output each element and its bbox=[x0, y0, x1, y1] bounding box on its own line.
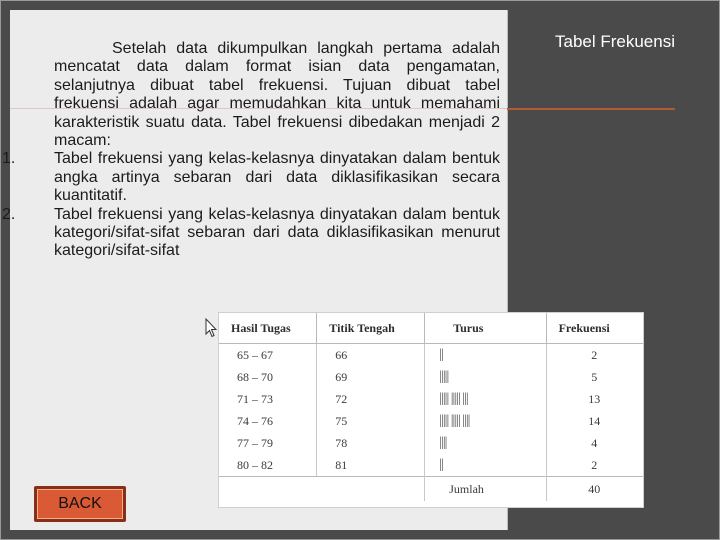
cell-turus: || bbox=[425, 344, 546, 367]
title-accent-line bbox=[507, 108, 675, 110]
empty-cell bbox=[317, 477, 425, 502]
table-row bbox=[219, 454, 643, 477]
table-row bbox=[219, 432, 643, 454]
cell-frekuensi: 2 bbox=[591, 347, 598, 362]
back-button[interactable]: BACK bbox=[34, 486, 126, 522]
list-item bbox=[0, 206, 500, 261]
slide-title: Tabel Frekuensi bbox=[554, 32, 675, 51]
table-row bbox=[219, 366, 643, 388]
cell-titik: 69 bbox=[317, 366, 425, 388]
cell-titik: 75 bbox=[317, 410, 425, 432]
cell-frekuensi: 5 bbox=[591, 369, 598, 384]
cell-hasil: 68 – 70 bbox=[219, 366, 317, 388]
list-number: 2. bbox=[2, 205, 16, 223]
cell-turus: ||||| ||||| ||| bbox=[425, 388, 546, 410]
cell-turus: ||||| ||||| |||| bbox=[425, 410, 546, 432]
table-total-row bbox=[219, 477, 643, 502]
cell-frekuensi: 2 bbox=[591, 457, 598, 472]
cell-frekuensi: 14 bbox=[588, 413, 601, 428]
body-text bbox=[0, 40, 500, 261]
header-frekuensi: Frekuensi bbox=[546, 313, 643, 344]
cell-turus: || bbox=[425, 454, 546, 477]
cell-frekuensi: 13 bbox=[588, 391, 601, 406]
cell-hasil: 80 – 82 bbox=[219, 454, 317, 477]
frequency-table-image bbox=[218, 312, 644, 508]
table-row bbox=[219, 344, 643, 367]
header-turus: Turus bbox=[425, 313, 546, 344]
list-item-text: Tabel frekuensi yang kelas-kelasnya dinyatakan dalam bentuk angka artinya sebaran dari data diklasifikasikan secara kuantitatif. bbox=[54, 150, 500, 205]
frequency-table bbox=[219, 313, 643, 501]
total-value: 40 bbox=[546, 477, 643, 502]
table-row bbox=[219, 410, 643, 432]
types-list bbox=[0, 150, 500, 260]
mouse-pointer-icon bbox=[205, 318, 217, 338]
cell-titik: 72 bbox=[317, 388, 425, 410]
cell-hasil: 77 – 79 bbox=[219, 432, 317, 454]
cell-frekuensi: 4 bbox=[591, 435, 598, 450]
table-header-row bbox=[219, 313, 643, 344]
list-item-text: Tabel frekuensi yang kelas-kelasnya dinyatakan dalam bentuk kategori/sifat-sifat sebaran dari data diklasifikasikan menurut kategori/sifat-sifat bbox=[54, 205, 500, 260]
intro-paragraph: Setelah data dikumpulkan langkah pertama adalah mencatat data dalam format isian data pengamatan, selanjutnya dibuat tabel frekuensi. Tujuan dibuat tabel frekuensi adalah agar memudahkan kita untuk memahami karakteristik suatu data. Tabel frekuensi dibedakan menjadi 2 macam: bbox=[54, 40, 500, 150]
header-titik-tengah: Titik Tengah bbox=[317, 313, 425, 344]
total-label: Jumlah bbox=[425, 477, 546, 502]
cell-titik: 66 bbox=[317, 344, 425, 367]
cell-titik: 81 bbox=[317, 454, 425, 477]
empty-cell bbox=[219, 477, 317, 502]
cell-hasil: 71 – 73 bbox=[219, 388, 317, 410]
cell-turus: |||| bbox=[425, 432, 546, 454]
cell-turus: ||||| bbox=[425, 366, 546, 388]
table-row bbox=[219, 388, 643, 410]
cell-titik: 78 bbox=[317, 432, 425, 454]
list-number: 1. bbox=[2, 150, 16, 168]
cell-hasil: 74 – 76 bbox=[219, 410, 317, 432]
cell-hasil: 65 – 67 bbox=[219, 344, 317, 367]
header-hasil-tugas: Hasil Tugas bbox=[219, 313, 317, 344]
list-item bbox=[0, 150, 500, 205]
